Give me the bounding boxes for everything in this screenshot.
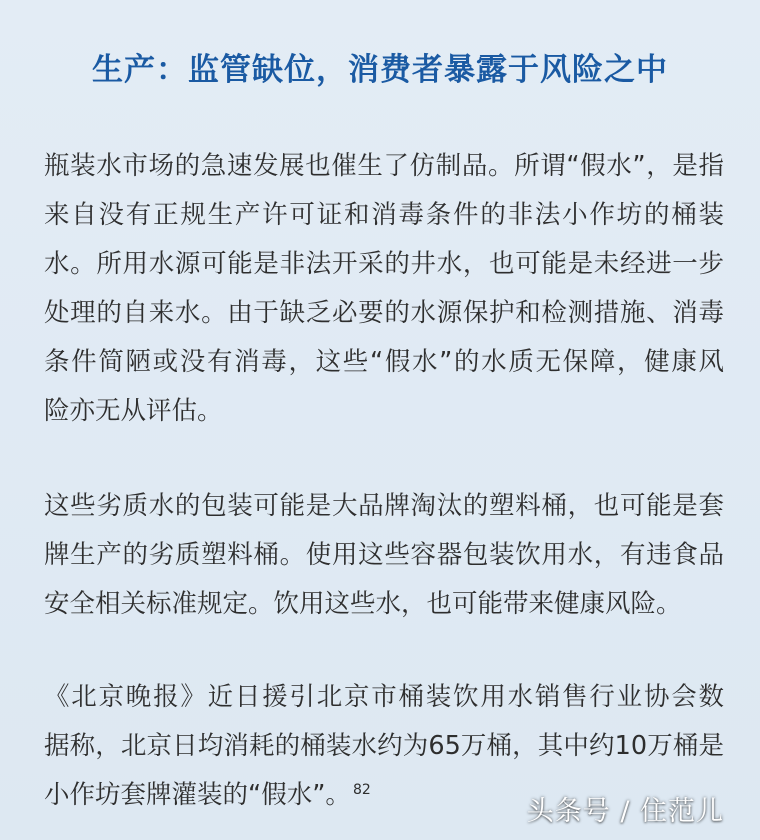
text-line: 条件简陋或没有消毒，这些“假水”的水质无保障，健康风 [44, 347, 724, 377]
text-line: 处理的自来水。由于缺乏必要的水源保护和检测措施、消毒 [44, 298, 724, 328]
watermark: 头条号 / 住范儿 [526, 796, 724, 827]
text-line: 来自没有正规生产许可证和消毒条件的非法小作坊的桶装 [44, 200, 724, 230]
text-line: 《北京晚报》近日援引北京市桶装饮用水销售行业协会数 [44, 682, 724, 712]
section-heading: 生产：监管缺位，消费者暴露于风险之中 [92, 52, 668, 88]
text-line: 这些劣质水的包装可能是大品牌淘汰的塑料桶，也可能是套 [44, 491, 724, 521]
text-line: 小作坊套牌灌装的“假水”。 [44, 780, 351, 810]
text-line: 水。所用水源可能是非法开采的井水，也可能是未经进一步 [44, 249, 724, 279]
paragraph-fake-water-definition [44, 142, 724, 436]
text-line: 瓶装水市场的急速发展也催生了仿制品。所谓“假水”，是指 [44, 151, 724, 181]
text-line: 据称，北京日均消耗的桶装水约为65万桶，其中约10万桶是 [44, 731, 724, 761]
text-line: 安全相关标准规定。饮用这些水，也可能带来健康风险。 [44, 589, 682, 619]
text-line: 牌生产的劣质塑料桶。使用这些容器包装饮用水，有违食品 [44, 540, 724, 570]
paragraph-packaging [44, 482, 724, 629]
footnote-reference[interactable]: 82 [352, 781, 371, 798]
text-line: 险亦无从评估。 [44, 396, 223, 426]
